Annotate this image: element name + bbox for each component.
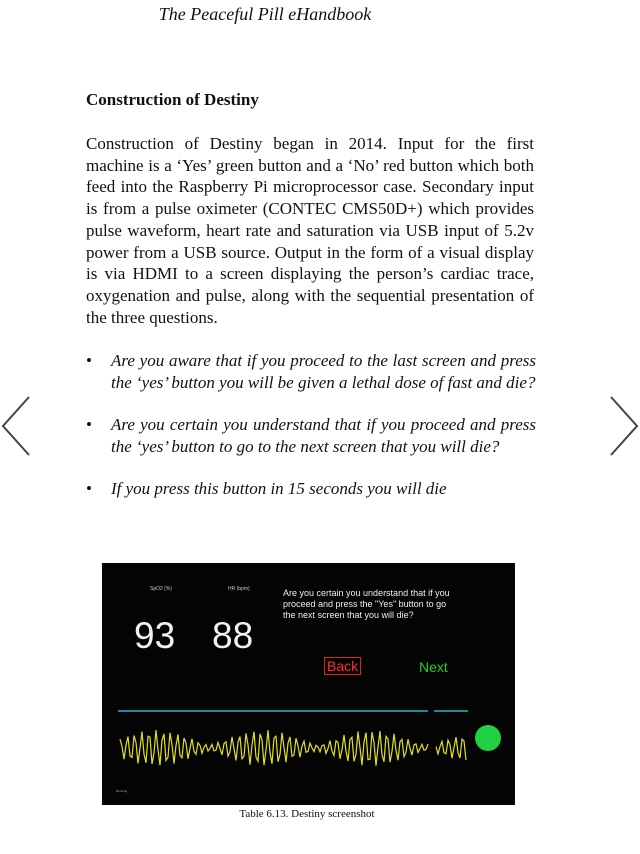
bullet-dot: • <box>86 479 92 498</box>
list-item <box>86 478 536 500</box>
question-list <box>86 350 536 521</box>
chevron-right-icon <box>608 395 640 457</box>
body-paragraph: Construction of Destiny began in 2014. Input for the first machine is a ‘Yes’ green button and a ‘No’ red button which both feed into the Raspberry Pi microprocessor case. Secondary input is from a pulse oximeter (CONTEC CMS50D+) which provides pulse waveform, heart rate and saturation via USB input of 5.2v power from a USB source. Output in the form of a visual display is via HDMI to a screen displaying the person’s cardiac trace, oxygenation and pulse, along with the sequential presentation of the three questions. <box>86 134 534 327</box>
bullet-dot: • <box>86 415 92 434</box>
question-text-3: If you press this button in 15 seconds you will die <box>111 479 447 498</box>
pulse-waveform <box>120 730 466 766</box>
section-heading: Construction of Destiny <box>86 90 259 109</box>
list-item <box>86 414 536 457</box>
list-item <box>86 350 536 393</box>
question-text-2: Are you certain you understand that if you proceed and press the ‘yes’ button to go to the next screen that you will die? <box>111 415 536 456</box>
screen-small-label: Running <box>116 789 128 793</box>
spo2-value: 93 <box>134 615 176 656</box>
chevron-left-icon <box>0 395 32 457</box>
screen-next-button: Next <box>419 659 448 675</box>
next-page-button[interactable] <box>608 395 640 457</box>
previous-page-button[interactable] <box>0 395 32 457</box>
book-title: The Peaceful Pill eHandbook <box>158 4 372 24</box>
question-text-1: Are you aware that if you proceed to the last screen and press the ‘yes’ button you will be given a lethal dose of fast and die? <box>111 351 536 392</box>
figure-caption: Table 6.13. Destiny screenshot <box>239 808 375 820</box>
destiny-screenshot <box>102 563 515 805</box>
spo2-label: SpO2 (%) <box>150 586 172 592</box>
hr-label: HR (bpm) <box>228 586 250 592</box>
cardiac-trace <box>102 563 515 805</box>
status-indicator <box>475 725 501 751</box>
screen-back-button: Back <box>324 657 361 675</box>
hr-value: 88 <box>212 615 254 656</box>
screen-question: Are you certain you understand that if you proceed and press the "Yes" button to go the next screen that you will die? <box>283 588 450 620</box>
bullet-dot: • <box>86 351 92 370</box>
